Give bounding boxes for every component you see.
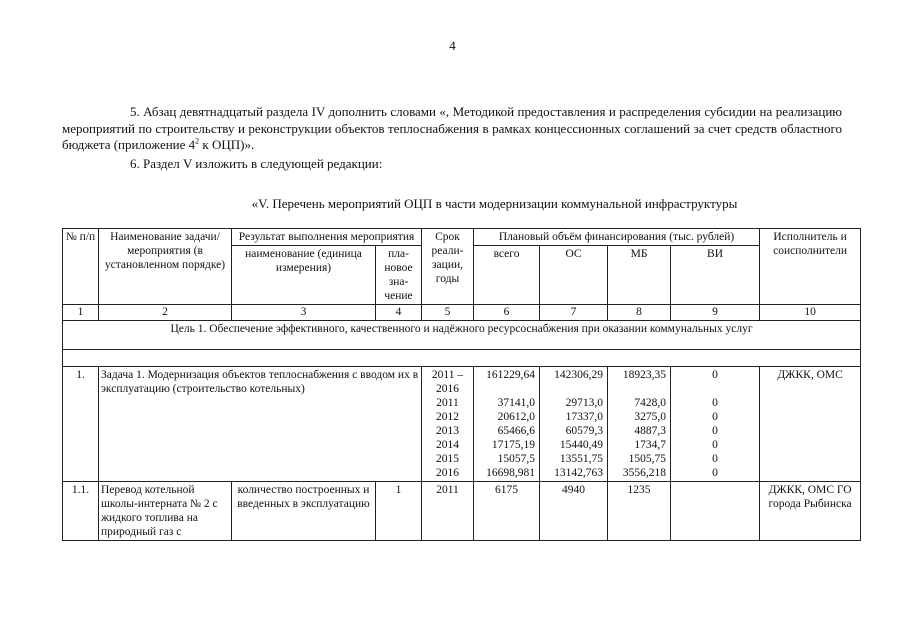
task-1-year: 2012: [436, 411, 460, 423]
header-executor: Исполнитель и соисполнители: [760, 229, 861, 305]
task-1-mb-value: 7428,0: [634, 397, 667, 409]
column-number: 4: [376, 305, 422, 321]
header-plan-line: чение: [384, 290, 413, 302]
column-number: 8: [608, 305, 671, 321]
task-1-total: [474, 367, 540, 482]
task-1-os: [540, 367, 608, 482]
task-1-year: 2011: [436, 397, 459, 409]
task-1-year: 2011 –: [431, 369, 464, 381]
task-1-os-value: 15440,49: [559, 439, 604, 451]
task-1-name: Задача 1. Модернизация объектов теплоснабжения с вводом их в эксплуатацию (строительство котельных): [99, 367, 422, 482]
task-1-years: [422, 367, 474, 482]
column-number: 1: [63, 305, 99, 321]
task-1-vi-value: 0: [712, 467, 718, 479]
section-title: «V. Перечень мероприятий ОЦП в части модернизации коммунальной инфраструктуры: [251, 196, 738, 211]
task-1-year: 2014: [436, 439, 460, 451]
task-1-total-value: 65466,6: [497, 425, 536, 437]
task-1-vi-value: 0: [712, 369, 718, 381]
column-number: 7: [540, 305, 608, 321]
row-1-1-executor: ДЖКК, ОМС ГО города Рыбинска: [760, 482, 861, 541]
task-1-vi: [671, 367, 760, 482]
column-number: 3: [232, 305, 376, 321]
task-1-os-value: 17337,0: [565, 411, 604, 423]
paragraph-5-text: 5. Абзац девятнадцатый раздела IV дополнить словами «, Методикой предоставления и распределения субсидии на реализацию мероприятий по строительству и реконструкции объектов теплоснабжения в рамках концессионных соглашений за счет средств областного бюджета (приложение 4: [62, 104, 842, 152]
task-1-mb-value: 1505,75: [628, 453, 667, 465]
row-1-1-name: Перевод котельной школы-интерната № 2 с жидкого топлива на природный газ с: [99, 482, 232, 541]
row-1-1-result: количество построенных и введенных в эксплуатацию: [232, 482, 376, 541]
header-plan-line: новое: [384, 262, 413, 274]
column-number: 2: [99, 305, 232, 321]
header-result-plan: [376, 246, 422, 305]
measures-table: [62, 228, 861, 541]
task-1-mb-value: 4887,3: [634, 425, 667, 437]
page-number: 4: [449, 38, 456, 53]
header-term-line: реали-: [431, 245, 464, 257]
header-os: ОС: [540, 246, 608, 305]
paragraph-5-superscript: 2: [195, 136, 200, 146]
header-result-group: Результат выполнения мероприятия: [232, 229, 422, 246]
task-1-total-value: 17175,19: [491, 439, 536, 451]
task-1-vi-value: 0: [712, 425, 718, 437]
task-1-num: 1.: [63, 367, 99, 482]
goal-1-row: Цель 1. Обеспечение эффективного, качественного и надёжного ресурсоснабжения при оказании коммунальных услуг: [63, 321, 861, 350]
task-1-os-value: [542, 382, 603, 396]
paragraph-5: [62, 104, 842, 154]
row-1-1-os: 4940: [540, 482, 608, 541]
column-number: 9: [671, 305, 760, 321]
paragraph-6: 6. Раздел V изложить в следующей редакции:: [130, 156, 383, 171]
column-number: 10: [760, 305, 861, 321]
task-1-mb-value: 18923,35: [622, 369, 667, 381]
row-1-1-year: 2011: [422, 482, 474, 541]
task-1-year: 2015: [436, 453, 460, 465]
header-result-name: наименование (единица измерения): [232, 246, 376, 305]
row-1-1-mb: 1235: [608, 482, 671, 541]
header-total: всего: [474, 246, 540, 305]
header-task: Наименование задачи/мероприятия (в установленном порядке): [99, 229, 232, 305]
header-plan-line: зна-: [388, 276, 409, 288]
task-1-vi-value: 0: [712, 411, 718, 423]
task-1-total-value: 20612,0: [497, 411, 536, 423]
spacer-row: [63, 350, 861, 367]
task-1-vi-value: 0: [712, 453, 718, 465]
task-1-mb-value: 3275,0: [634, 411, 667, 423]
task-1-executor: ДЖКК, ОМС: [760, 367, 861, 482]
task-1-total-value: 37141,0: [497, 397, 536, 409]
task-1-total-value: 15057,5: [497, 453, 536, 465]
task-1-year: 2016: [436, 383, 460, 395]
header-num: № п/п: [63, 229, 99, 305]
paragraph-5-tail: к ОЦП)».: [199, 137, 255, 152]
task-1-total-value: 161229,64: [486, 369, 536, 381]
header-term: [422, 229, 474, 305]
task-1-year: 2016: [436, 467, 460, 479]
header-term-line: Срок: [435, 231, 460, 243]
task-1-year: 2013: [436, 425, 460, 437]
task-1-vi-value: 0: [712, 439, 718, 451]
task-1-os-value: 142306,29: [554, 369, 604, 381]
task-1-mb: [608, 367, 671, 482]
column-number: 6: [474, 305, 540, 321]
task-1-total-value: [476, 382, 535, 396]
task-1-vi-value: [673, 382, 757, 396]
row-1-1-num: 1.1.: [63, 482, 99, 541]
task-1-mb-value: 1734,7: [634, 439, 667, 451]
row-1-1-vi: [671, 482, 760, 541]
header-term-line: годы: [435, 273, 460, 285]
task-1-os-value: 60579,3: [565, 425, 604, 437]
header-finance-group: Плановый объём финансирования (тыс. рублей): [474, 229, 760, 246]
task-1-mb-value: [610, 382, 666, 396]
task-1-os-value: 13142,763: [554, 467, 604, 479]
header-mb: МБ: [608, 246, 671, 305]
task-1-vi-value: 0: [712, 397, 718, 409]
task-1-os-value: 13551,75: [559, 453, 604, 465]
task-1-total-value: 16698,981: [486, 467, 536, 479]
task-1-os-value: 29713,0: [565, 397, 604, 409]
row-1-1-plan-value: 1: [376, 482, 422, 541]
header-plan-line: пла-: [388, 248, 409, 260]
column-number: 5: [422, 305, 474, 321]
header-vi: ВИ: [671, 246, 760, 305]
task-1-mb-value: 3556,218: [622, 467, 667, 479]
header-term-line: зации,: [432, 259, 464, 271]
row-1-1-total: 6175: [474, 482, 540, 541]
